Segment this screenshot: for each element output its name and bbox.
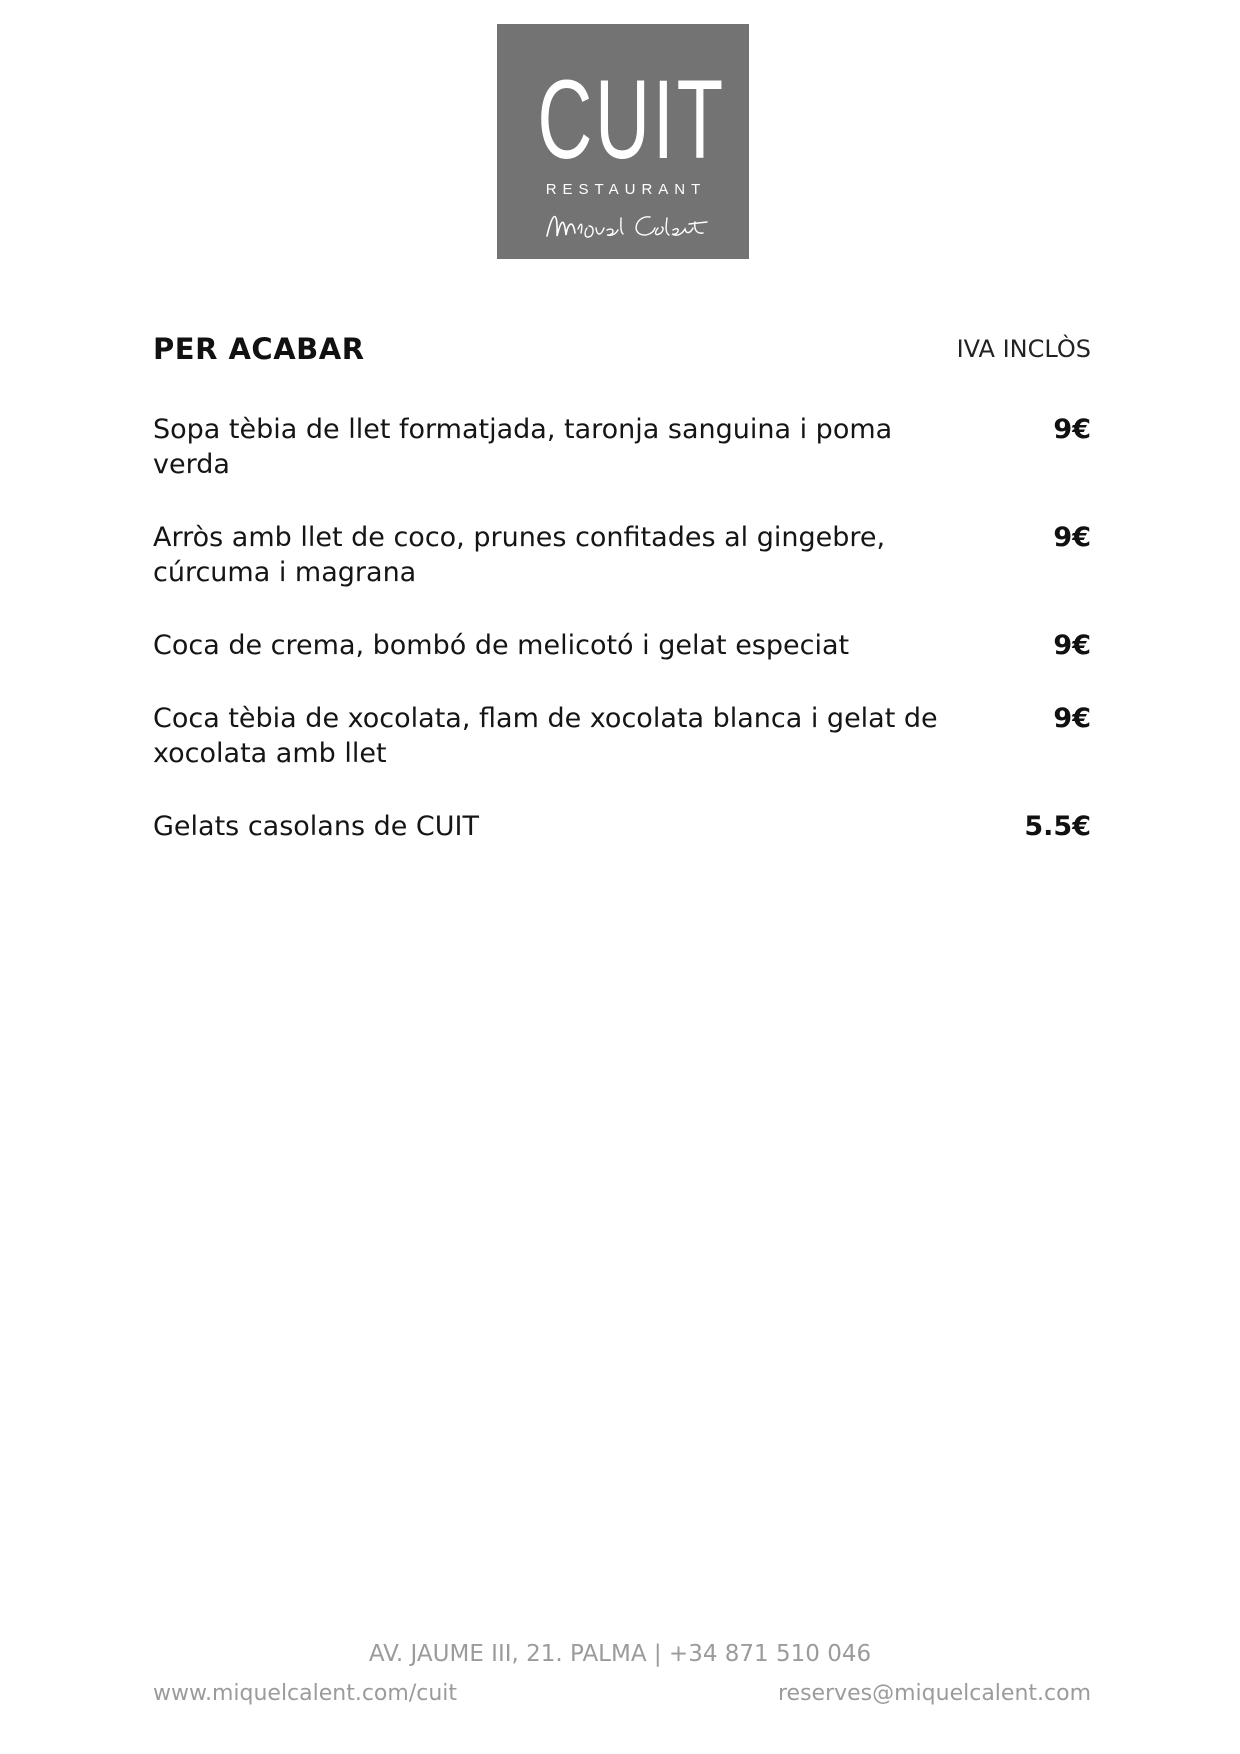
- restaurant-logo: [497, 24, 749, 259]
- section-title: PER ACABAR: [153, 332, 365, 366]
- menu-item-name: Coca de crema, bombó de melicotó i gelat especiat: [153, 630, 850, 661]
- menu-item: [153, 628, 1091, 663]
- menu-item-price: 9€: [1053, 522, 1091, 553]
- dessert-menu-list: [153, 412, 1091, 882]
- footer-website: www.miquelcalent.com/cuit: [153, 1681, 458, 1706]
- menu-item-name: Sopa tèbia de llet formatjada, taronja sanguina i poma verda: [153, 414, 893, 480]
- menu-item: [153, 809, 1091, 844]
- menu-item-name: Gelats casolans de CUIT: [153, 811, 480, 842]
- logo-subtitle: RESTAURANT: [545, 181, 707, 198]
- menu-item-price: 9€: [1053, 630, 1091, 661]
- menu-item-price: 9€: [1053, 414, 1091, 445]
- tax-note: IVA INCLÒS: [956, 335, 1091, 363]
- menu-item-name: Coca tèbia de xocolata, flam de xocolata blanca i gelat de xocolata amb llet: [153, 703, 938, 769]
- menu-item-price: 9€: [1053, 703, 1091, 734]
- menu-item: [153, 701, 1091, 771]
- footer-email: reserves@miquelcalent.com: [777, 1681, 1091, 1706]
- menu-item: [153, 520, 1091, 590]
- signature-icon: [539, 200, 709, 248]
- logo-wordmark: CUIT: [537, 57, 726, 182]
- menu-item: [153, 412, 1091, 482]
- menu-item-name: Arròs amb llet de coco, prunes confitades al gingebre, cúrcuma i magrana: [153, 522, 886, 588]
- footer-address: AV. JAUME III, 21. PALMA | +34 871 510 046: [368, 1641, 872, 1667]
- menu-item-price: 5.5€: [1024, 811, 1091, 842]
